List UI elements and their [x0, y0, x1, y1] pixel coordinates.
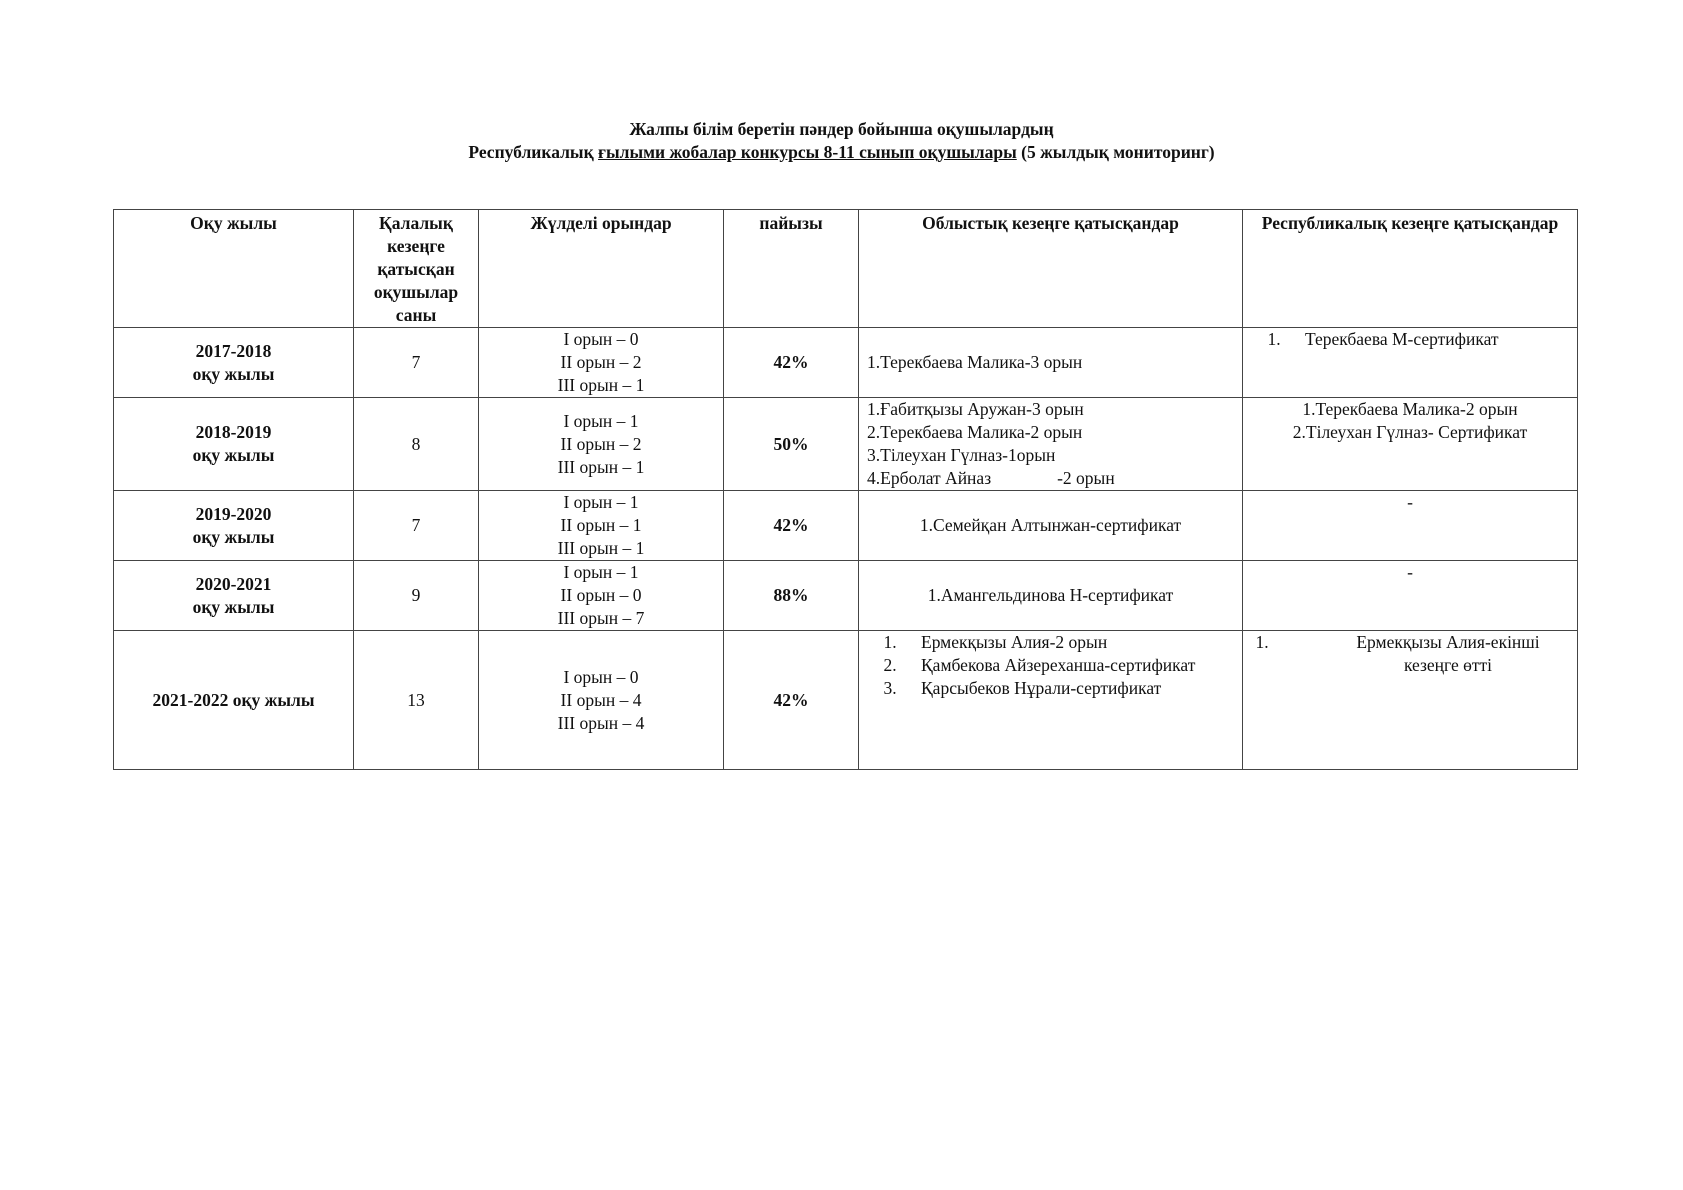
- regional-cell: 1.Терекбаева Малика-3 орын: [859, 328, 1243, 398]
- count-cell: 9: [354, 561, 479, 631]
- year-cell: 2018-2019 оқу жылы: [114, 398, 354, 491]
- regional-cell: 1.Амангельдинова Н-сертификат: [859, 561, 1243, 631]
- places-cell: I орын – 0 II орын – 2 III орын – 1: [479, 328, 724, 398]
- list-item: 2. Қамбекова Айзереханша-сертификат: [901, 654, 1234, 677]
- count-cell: 7: [354, 328, 479, 398]
- table-header-row: [114, 210, 1578, 328]
- header-places: Жүлделі орындар: [479, 210, 724, 328]
- regional-list: [867, 631, 1234, 700]
- title-line-2: Республикалық ғылыми жобалар конкурсы 8-11 сынып оқушылары (5 жылдық мониторинг): [468, 142, 1215, 162]
- republican-cell: [1243, 631, 1578, 770]
- year-cell: 2020-2021 оқу жылы: [114, 561, 354, 631]
- places-cell: I орын – 1 II орын – 0 III орын – 7: [479, 561, 724, 631]
- republican-cell: 1.Терекбаева Малика-2 орын 2.Тілеухан Гүлназ- Сертификат: [1243, 398, 1578, 491]
- count-cell: 8: [354, 398, 479, 491]
- list-item: 1. Ермекқызы Алия-екінші кезеңге өтті: [1273, 631, 1569, 677]
- percent-cell: 42%: [724, 328, 859, 398]
- year-cell: 2019-2020 оқу жылы: [114, 491, 354, 561]
- republican-cell: -: [1243, 491, 1578, 561]
- regional-cell: [859, 631, 1243, 770]
- table-row: [114, 491, 1578, 561]
- percent-cell: 42%: [724, 631, 859, 770]
- republican-list: [1251, 631, 1569, 677]
- table-row: [114, 328, 1578, 398]
- table-row: [114, 561, 1578, 631]
- percent-cell: 50%: [724, 398, 859, 491]
- header-regional: Облыстық кезеңге қатысқандар: [859, 210, 1243, 328]
- percent-cell: 42%: [724, 491, 859, 561]
- monitoring-table: [113, 209, 1578, 770]
- places-cell: I орын – 0 II орын – 4 III орын – 4: [479, 631, 724, 770]
- table-row: [114, 398, 1578, 491]
- list-item: 3. Қарсыбеков Нұрали-сертификат: [901, 677, 1234, 700]
- header-city-count: Қалалық кезеңге қатысқан оқушылар саны: [354, 210, 479, 328]
- list-item: 1. Терекбаева М-сертификат: [1285, 328, 1569, 351]
- title-underlined-text: ғылыми жобалар конкурсы 8-11 сынып оқушылары: [598, 142, 1017, 162]
- regional-cell: 1.Семейқан Алтынжан-сертификат: [859, 491, 1243, 561]
- document-title: [0, 118, 1683, 164]
- header-republican: Республикалық кезеңге қатысқандар: [1243, 210, 1578, 328]
- title-line-1: Жалпы білім беретін пәндер бойынша оқушылардың: [629, 119, 1054, 139]
- header-year: Оқу жылы: [114, 210, 354, 328]
- list-item: 1. Ермекқызы Алия-2 орын: [901, 631, 1234, 654]
- republican-cell: [1243, 328, 1578, 398]
- count-cell: 7: [354, 491, 479, 561]
- places-cell: I орын – 1 II орын – 2 III орын – 1: [479, 398, 724, 491]
- count-cell: 13: [354, 631, 479, 770]
- regional-cell: 1.Ғабитқызы Аружан-3 орын 2.Терекбаева Малика-2 орын 3.Тілеухан Гүлназ-1орын 4.Ерболат Айназ -2 орын: [859, 398, 1243, 491]
- percent-cell: 88%: [724, 561, 859, 631]
- year-cell: 2021-2022 оқу жылы: [114, 631, 354, 770]
- republican-list: [1251, 328, 1569, 351]
- republican-cell: -: [1243, 561, 1578, 631]
- year-cell: 2017-2018 оқу жылы: [114, 328, 354, 398]
- places-cell: I орын – 1 II орын – 1 III орын – 1: [479, 491, 724, 561]
- table-row: [114, 631, 1578, 770]
- header-percent: пайызы: [724, 210, 859, 328]
